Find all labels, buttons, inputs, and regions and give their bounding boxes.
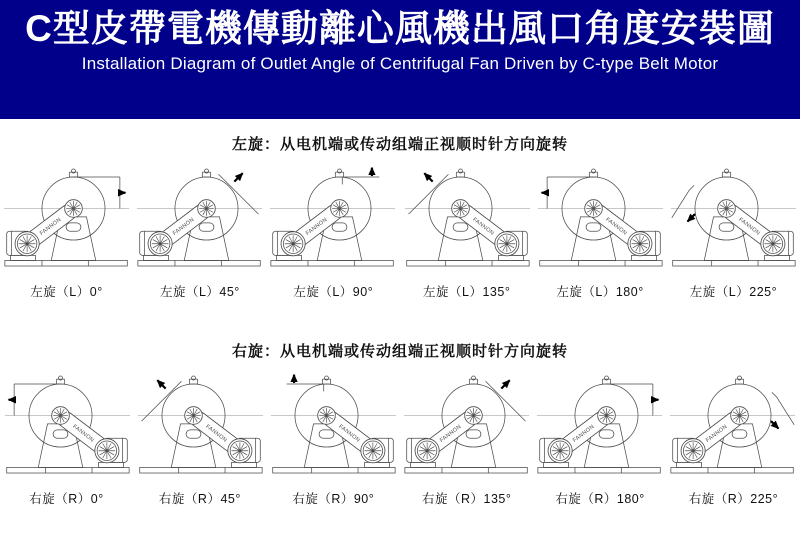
fan-drawing — [667, 371, 799, 486]
fan-drawing — [401, 164, 533, 279]
page-header — [0, 0, 800, 119]
diagram-label: 左旋（L）225° — [689, 285, 778, 299]
diagram-row — [0, 371, 800, 507]
fan-diagram-cell — [0, 371, 133, 507]
fan-diagram-cell — [133, 164, 266, 300]
diagram-label: 左旋（L）0° — [30, 285, 103, 299]
belt-watermark-text: FANNON — [737, 216, 762, 237]
diagram-label: 左旋（L）135° — [423, 285, 511, 299]
fan-diagram-cell — [267, 164, 400, 300]
belt-watermark-text: FANNON — [70, 423, 95, 444]
fan-drawing — [134, 164, 266, 279]
fan-drawing — [401, 371, 533, 486]
diagram-label: 右旋（R）45° — [158, 492, 241, 506]
belt-watermark-text: FANNON — [604, 216, 629, 237]
fan-diagram-cell — [667, 164, 800, 300]
page-subtitle: Installation Diagram of Outlet Angle of Centrifugal Fan Driven by C-type Belt Motor — [81, 54, 719, 74]
fan-diagram-cell — [667, 371, 800, 507]
belt-watermark-text: FANNON — [438, 423, 463, 444]
page-title: C型皮帶電機傳動離心風機出風口角度安裝圖 — [25, 8, 775, 49]
diagram-label: 左旋（L）90° — [293, 285, 374, 299]
diagram-label: 右旋（R）135° — [421, 492, 512, 506]
fan-diagram-cell — [400, 164, 533, 300]
fan-diagram-cell — [0, 164, 133, 300]
section-heading-left-rotation: 左旋：从电机端或传动组端正视顺时针方向旋转 — [231, 136, 568, 153]
diagram-label: 右旋（R）0° — [29, 492, 104, 506]
fan-drawing — [267, 371, 399, 486]
diagram-label: 左旋（L）180° — [556, 285, 644, 299]
fan-drawing — [1, 371, 133, 486]
diagram-label: 右旋（R）180° — [555, 492, 645, 506]
belt-watermark-text: FANNON — [305, 216, 330, 237]
fan-drawing — [267, 164, 399, 279]
fan-diagram-cell — [400, 371, 533, 507]
belt-watermark-text: FANNON — [705, 423, 730, 444]
fan-drawing — [534, 164, 666, 279]
diagram-row — [0, 164, 800, 300]
belt-watermark-text: FANNON — [38, 216, 63, 237]
fan-drawing — [667, 164, 799, 279]
fan-drawing — [134, 371, 266, 486]
fan-drawing — [534, 371, 666, 486]
belt-watermark-text: FANNON — [204, 423, 228, 444]
fan-drawing — [1, 164, 133, 279]
belt-watermark-text: FANNON — [171, 216, 196, 237]
belt-watermark-text: FANNON — [337, 423, 362, 444]
fan-diagram-cell — [534, 371, 667, 507]
diagram-label: 右旋（R）90° — [292, 492, 375, 506]
fan-diagram-cell — [534, 164, 667, 300]
fan-diagram-cell — [267, 371, 400, 507]
fan-diagram-cell — [133, 371, 266, 507]
diagram-label: 左旋（L）45° — [159, 285, 240, 299]
belt-watermark-text: FANNON — [571, 423, 596, 444]
section-heading-right-rotation: 右旋：从电机端或传动组端正视顺时针方向旋转 — [231, 343, 568, 360]
belt-watermark-text: FANNON — [470, 216, 495, 237]
diagram-label: 右旋（R）225° — [688, 492, 779, 506]
